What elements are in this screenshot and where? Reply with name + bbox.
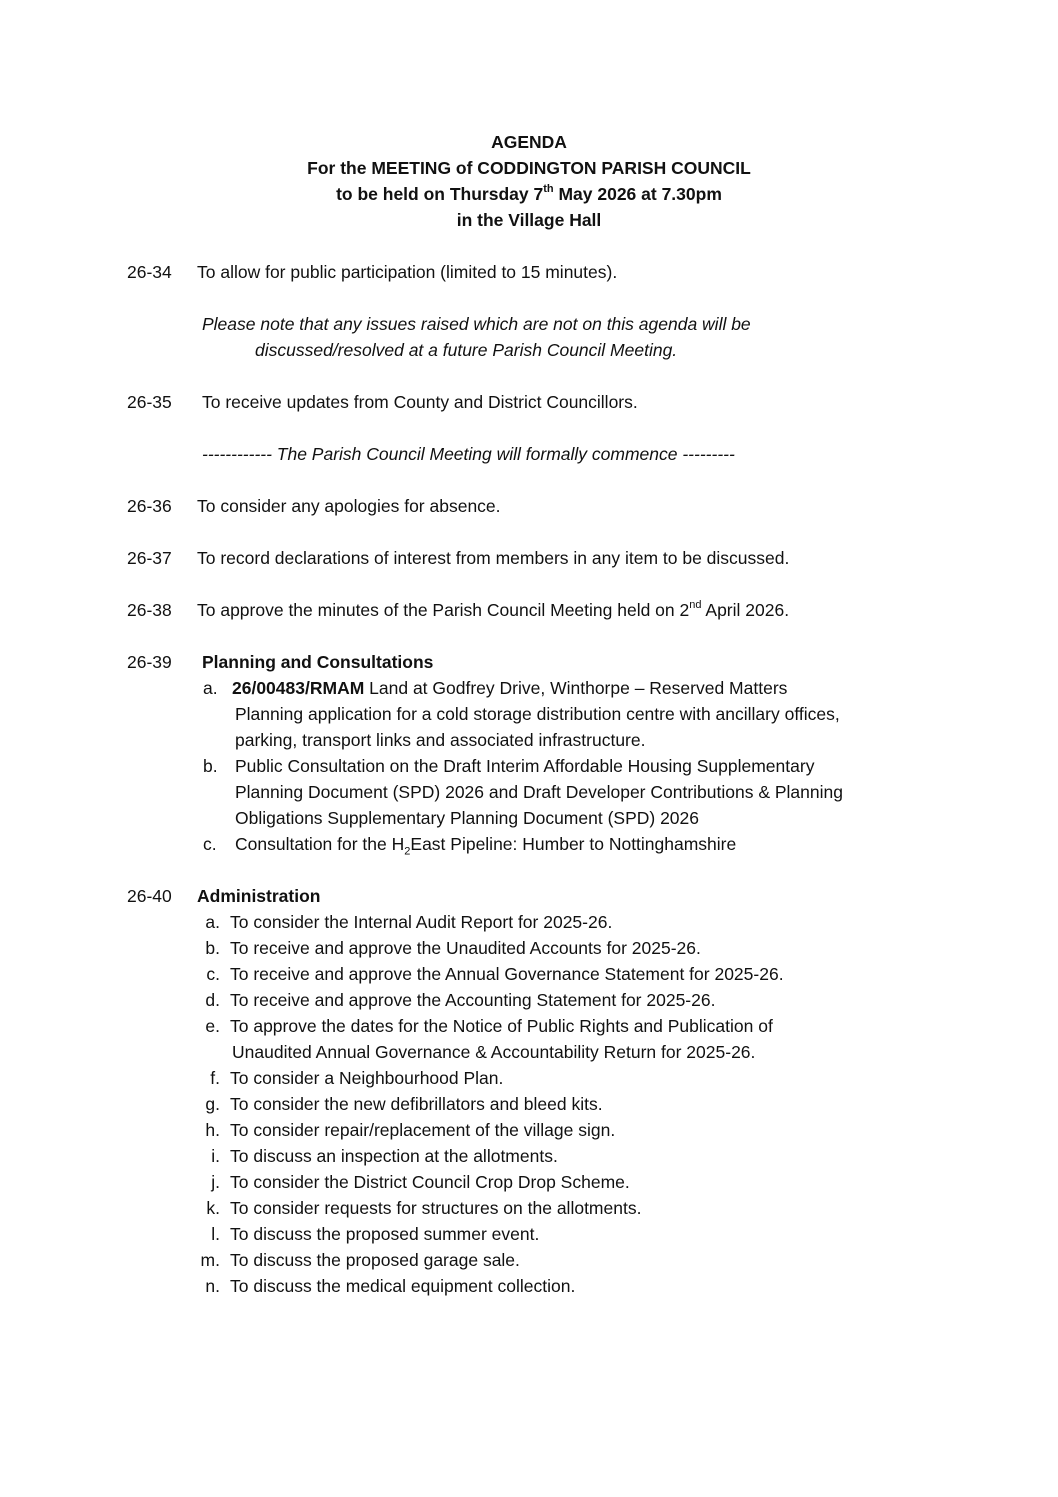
administration-item: To discuss the proposed garage sale. <box>230 1250 520 1270</box>
administration-item: To discuss the proposed summer event. <box>230 1224 540 1244</box>
administration-item-continuation: Unaudited Annual Governance & Accountability Return for 2025-26. <box>232 1042 756 1062</box>
list-label: i. <box>211 1146 220 1166</box>
list-label: a. <box>203 678 218 698</box>
section-heading-administration: Administration <box>197 886 321 906</box>
item-number-26-36: 26-36 <box>127 496 172 516</box>
administration-item: To consider repair/replacement of the village sign. <box>230 1120 616 1140</box>
list-label: e. <box>205 1016 220 1036</box>
item-number-26-37: 26-37 <box>127 548 172 568</box>
planning-item-a-line-3: parking, transport links and associated infrastructure. <box>235 730 646 750</box>
administration-item: To approve the dates for the Notice of Public Rights and Publication of <box>230 1016 773 1036</box>
item-number-26-40: 26-40 <box>127 886 172 906</box>
list-label: b. <box>203 756 218 776</box>
administration-item: To consider requests for structures on the allotments. <box>230 1198 642 1218</box>
list-label: c. <box>206 964 220 984</box>
list-label: m. <box>200 1250 220 1270</box>
list-label: a. <box>205 912 220 932</box>
administration-item: To consider the District Council Crop Drop Scheme. <box>230 1172 630 1192</box>
planning-item-c: Consultation for the $H_2East$ Pipeline: Humber to Nottinghamshire <box>235 834 737 858</box>
meeting-commence-note: ------------ The Parish Council Meeting will formally commence --------- <box>202 444 735 464</box>
item-number-26-38: 26-38 <box>127 600 172 620</box>
meeting-venue: in the Village Hall <box>456 210 602 230</box>
administration-item: To discuss the medical equipment collection. <box>230 1276 576 1296</box>
list-label: c. <box>203 834 217 854</box>
agenda-title: AGENDA <box>491 132 567 152</box>
item-text-26-36: To consider any apologies for absence. <box>197 496 501 516</box>
planning-item-a: 26/00483/RMAM Land at Godfrey Drive, Winthorpe – Reserved Matters <box>232 678 788 698</box>
list-label: h. <box>205 1120 220 1140</box>
list-label: j. <box>211 1172 220 1192</box>
administration-item: To receive and approve the Unaudited Accounts for 2025-26. <box>230 938 701 958</box>
item-number-26-34: 26-34 <box>127 262 172 282</box>
administration-item: To consider the Internal Audit Report for 2025-26. <box>230 912 613 932</box>
note-line-2: discussed/resolved at a future Parish Council Meeting. <box>255 340 678 360</box>
item-number-26-39: 26-39 <box>127 652 172 672</box>
item-text-26-34: To allow for public participation (limited to 15 minutes). <box>197 262 618 282</box>
section-heading-planning: Planning and Consultations <box>202 652 434 672</box>
meeting-date: to be held on Thursday 7th May 2026 at 7.30pm <box>336 183 722 204</box>
planning-reference: 26/00483/RMAM <box>232 678 365 698</box>
administration-item: To consider a Neighbourhood Plan. <box>230 1068 504 1088</box>
item-text-26-35: To receive updates from County and District Councillors. <box>202 392 638 412</box>
planning-item-a-line-2: Planning application for a cold storage distribution centre with ancillary offices, <box>235 704 840 724</box>
planning-item-b-line-3: Obligations Supplementary Planning Document (SPD) 2026 <box>235 808 700 828</box>
list-label: b. <box>205 938 220 958</box>
administration-item: To receive and approve the Accounting Statement for 2025-26. <box>230 990 716 1010</box>
administration-item: To receive and approve the Annual Governance Statement for 2025-26. <box>230 964 784 984</box>
administration-item: To consider the new defibrillators and bleed kits. <box>230 1094 603 1114</box>
list-label: n. <box>205 1276 220 1296</box>
list-label: k. <box>206 1198 220 1218</box>
note-line-1: Please note that any issues raised which are not on this agenda will be <box>202 314 751 334</box>
planning-item-b-line-2: Planning Document (SPD) 2026 and Draft Developer Contributions & Planning <box>235 782 843 802</box>
list-label: f. <box>210 1068 220 1088</box>
item-number-26-35: 26-35 <box>127 392 172 412</box>
planning-item-b: Public Consultation on the Draft Interim Affordable Housing Supplementary <box>235 756 815 776</box>
item-text-26-38: To approve the minutes of the Parish Council Meeting held on 2nd April 2026. <box>197 599 790 620</box>
item-text-26-37: To record declarations of interest from members in any item to be discussed. <box>197 548 790 568</box>
list-label: d. <box>205 990 220 1010</box>
list-label: g. <box>205 1094 220 1114</box>
administration-item: To discuss an inspection at the allotments. <box>230 1146 558 1166</box>
list-label: l. <box>211 1224 220 1244</box>
meeting-title: For the MEETING of CODDINGTON PARISH COUNCIL <box>307 158 751 178</box>
